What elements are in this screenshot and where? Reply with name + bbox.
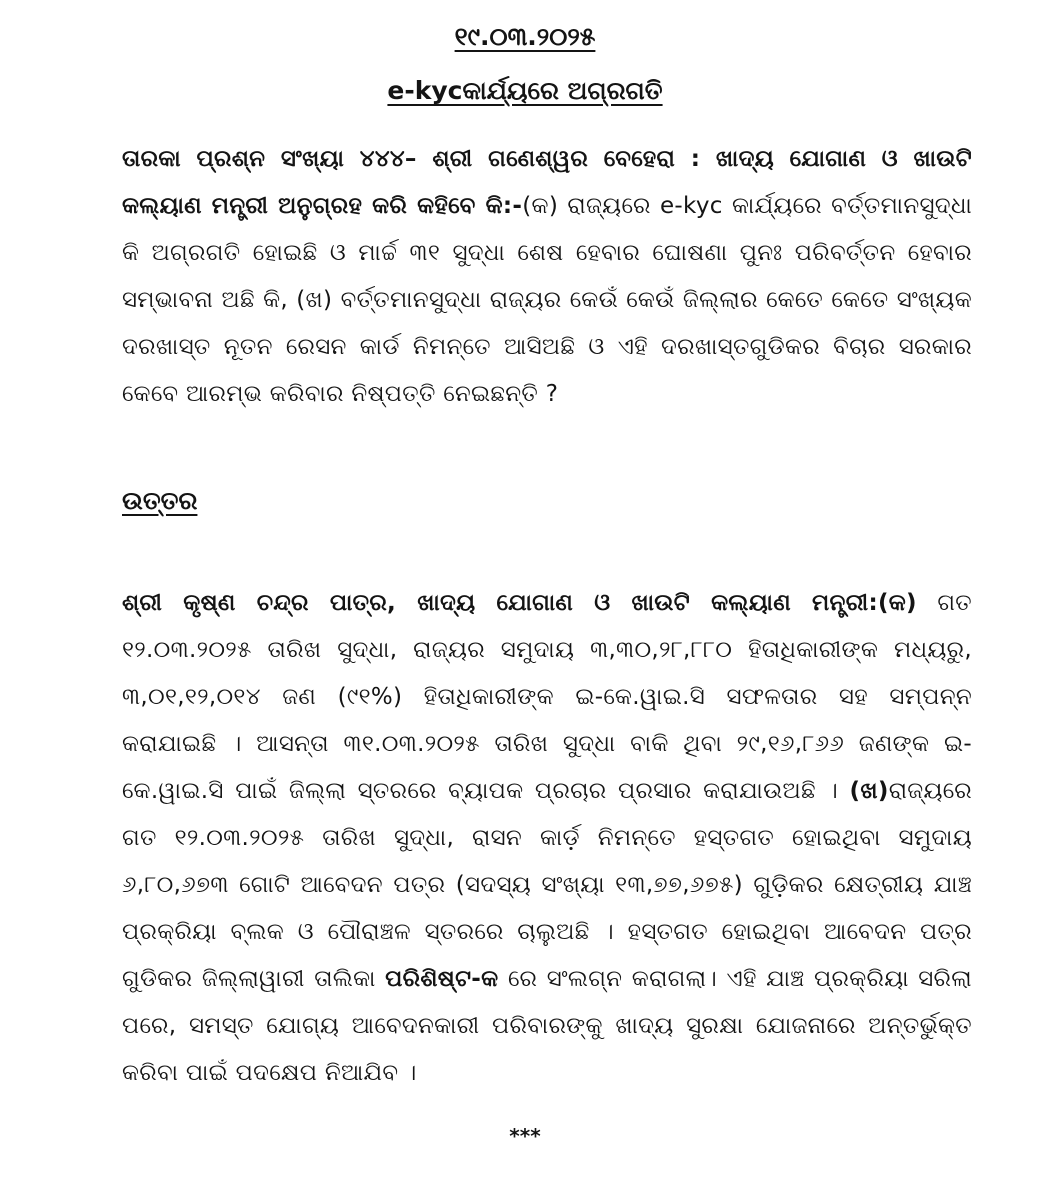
question-paragraph (122, 136, 972, 418)
answer-text-part-2: ରାଜ୍ୟରେ ଗତ ୧୨.୦୩.୨୦୨୫ ତାରିଖ ସୁଦ୍ଧା, ରାସନ କାର୍ଡ଼ ନିମନ୍ତେ ହସ୍ତଗତ ହୋଇଥିବା ସମୁଦାୟ ୬,୮୦,୬୭୩ ଗୋଟି ଆବେଦନ ପତ୍ର (ସଦସ୍ୟ ସଂଖ୍ୟା ୧୩,୭୭,୬୭୫) ଗୁଡ଼ିକର କ୍ଷେତ୍ରୀୟ ଯାଞ୍ଚ ପ୍ରକ୍ରିୟା ବ୍ଲକ ଓ ପୌରାଞ୍ଚଳ ସ୍ତରରେ ଚାଲୁଅଛି । ହସ୍ତଗତ ହୋଇଥିବା ଆବେଦନ ପତ୍ର ଗୁଡିକର ଜିଲ୍ଲାୱାରୀ ତାଲିକା (122, 778, 972, 992)
answer-paragraph (122, 580, 972, 1097)
end-mark: *** (509, 1124, 541, 1148)
answer-part-b-label: (ଖ) (849, 778, 889, 804)
document-title: e-kycକାର୍ଯ୍ୟରେ ଅଗ୍ରଗତି (387, 76, 663, 105)
answer-lead: ଶ୍ରୀ କୃଷ୍ଣ ଚନ୍ଦ୍ର ପାତ୍ର, ଖାଦ୍ୟ ଯୋଗାଣ ଓ ଖାଉଟି କଲ୍ୟାଣ ମନ୍ତ୍ରୀ:(କ) (122, 590, 917, 616)
answer-text-part-1: ଗତ ୧୨.୦୩.୨୦୨୫ ତାରିଖ ସୁଦ୍ଧା, ରାଜ୍ୟର ସମୁଦାୟ ୩,୩୦,୨୮,୮୮୦ ହିତାଧିକାରୀଙ୍କ ମଧ୍ୟରୁ, ୩,୦୧,୧୨,୦୧୪ ଜଣ (୯୧%) ହିତାଧିକାରୀଙ୍କ ଇ-କେ.ୱାଇ.ସି ସଫଳତାର ସହ ସମ୍ପନ୍ନ କରାଯାଇଛି । ଆସନ୍ତା ୩୧.୦୩.୨୦୨୫ ତାରିଖ ସୁଦ୍ଧା ବାକି ଥିବା ୨୯,୧୬,୮୬୬ ଜଣଙ୍କ ଇ-କେ.ୱାଇ.ସି ପାଇଁ ଜିଲ୍ଲା ସ୍ତରରେ ବ୍ୟାପକ ପ୍ରଚାର ପ୍ରସାର କରାଯାଉଅଛି । (122, 590, 972, 804)
question-text: (କ) ରାଜ୍ୟରେ e-kyc କାର୍ଯ୍ୟରେ ବର୍ତ୍ତମାନସୁଦ୍ଧା କି ଅଗ୍ରଗତି ହୋଇଛି ଓ ମାର୍ଚ୍ଚ ୩୧ ସୁଦ୍ଧା ଶେଷ ହେବାର ଘୋଷଣା ପୁନଃ ପରିବର୍ତ୍ତନ ହେବାର ସମ୍ଭାବନା ଅଛି କି, (ଖ) ବର୍ତ୍ତମାନସୁଦ୍ଧା ରାଜ୍ୟର କେଉଁ କେଉଁ ଜିଲ୍ଲାର କେତେ କେତେ ସଂଖ୍ୟକ ଦରଖାସ୍ତ ନୂତନ ରେସନ କାର୍ଡ ନିମନ୍ତେ ଆସିଅଛି ଓ ଏହି ଦରଖାସ୍ତଗୁଡିକର ବିଚାର ସରକାର କେବେ ଆରମ୍ଭ କରିବାର ନିଷ୍ପତ୍ତି ନେଇଛନ୍ତି ? (122, 193, 972, 407)
annexure-reference: ପରିଶିଷ୍ଟ-କ (385, 966, 499, 992)
answer-heading: ଉତ୍ତର (122, 486, 198, 515)
answer-text-part-3: ରେ ସଂଲଗ୍ନ କରାଗଲା। ଏହି ଯାଞ୍ଚ ପ୍ରକ୍ରିୟା ସରିଲା ପରେ, ସମସ୍ତ ଯୋଗ୍ୟ ଆବେଦନକାରୀ ପରିବାରଙ୍କୁ ଖାଦ୍ୟ ସୁରକ୍ଷା ଯୋଜନାରେ ଅନ୍ତର୍ଭୁକ୍ତ କରିବା ପାଇଁ ପଦକ୍ଷେପ ନିଆଯିବ । (122, 966, 972, 1086)
document-date: ୧୯.୦୩.୨୦୨୫ (454, 22, 596, 51)
question-lead: ତାରକା ପ୍ରଶ୍ନ ସଂଖ୍ୟା ୪୪୪– ଶ୍ରୀ ଗଣେଶ୍ୱର ବେହେରା : ଖାଦ୍ୟ ଯୋଗାଣ ଓ ଖାଉଟି କଲ୍ୟାଣ ମନ୍ତ୍ରୀ ଅନୁଗ୍ରହ କରି କହିବେ କି:- (122, 146, 972, 219)
